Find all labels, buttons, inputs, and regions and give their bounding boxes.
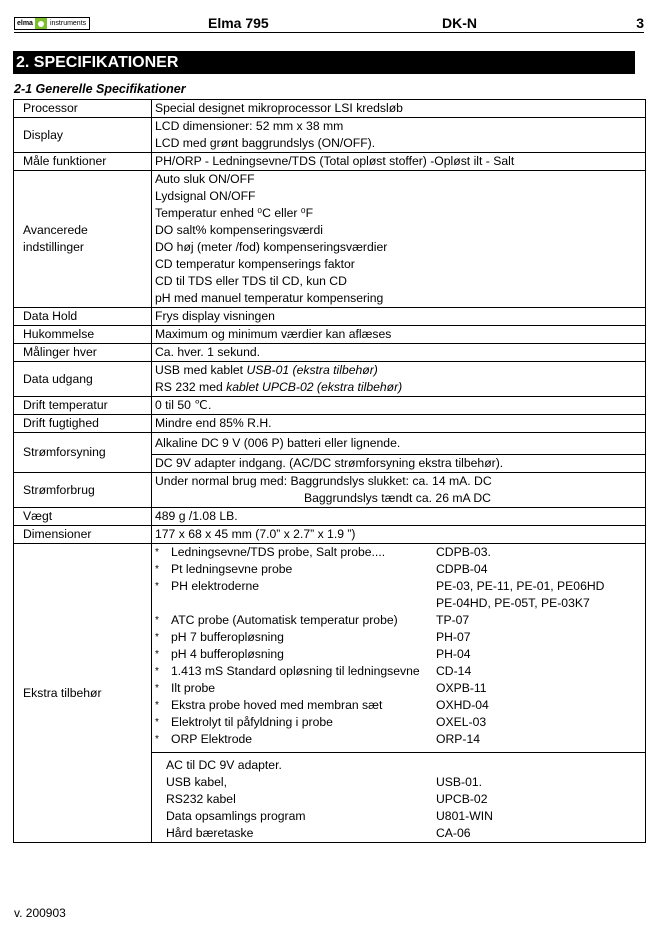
row-label: Måle funktioner <box>14 153 152 171</box>
value-line: Baggrundslys tændt ca. 26 mA DC <box>304 491 491 505</box>
accessory-name: ORP Elektrode <box>171 732 253 746</box>
accessory-code: ORP-14 <box>436 732 481 746</box>
accessory-item <box>155 561 642 578</box>
row-measure-functions <box>14 153 646 171</box>
value-line: PH/ORP - Ledningsevne/TDS (Total opløst stoffer) -Opløst ilt - Salt <box>155 154 515 168</box>
row-label: Processor <box>14 100 152 118</box>
accessory-code: UPCB-02 <box>436 792 488 806</box>
row-memory <box>14 326 646 344</box>
accessory-name: pH 7 bufferopløsning <box>171 630 284 644</box>
value-line: Auto sluk ON/OFF <box>155 172 255 186</box>
value-line: Lydsignal ON/OFF <box>155 189 256 203</box>
value-line: DO høj (meter /fod) kompenseringsværdier <box>155 240 388 254</box>
accessory-name: USB kabel, <box>166 775 227 789</box>
value-line: Frys display visningen <box>155 309 275 323</box>
row-label: Drift fugtighed <box>14 415 152 433</box>
accessory-code: TP-07 <box>436 613 470 627</box>
row-operating-temperature <box>14 397 646 415</box>
row-value <box>152 153 646 171</box>
value-line: Special designet mikroprocessor LSI kredsløb <box>155 101 403 115</box>
accessory-item <box>155 757 642 774</box>
spec-table <box>13 99 646 843</box>
accessory-name: pH 4 bufferopløsning <box>171 647 284 661</box>
section-title: 2. SPECIFIKATIONER <box>13 51 635 74</box>
bullet-star: * <box>155 632 159 643</box>
row-power-consumption <box>14 473 646 508</box>
accessory-item <box>155 791 642 808</box>
accessory-item <box>155 612 642 629</box>
label-line: indstillinger <box>23 240 84 254</box>
accessory-code: CDPB-04 <box>436 562 488 576</box>
accessory-name: AC til DC 9V adapter. <box>166 758 282 772</box>
version-footer: v. 200903 <box>14 906 66 920</box>
accessory-name: Hård bæretaske <box>166 826 254 840</box>
accessory-code: USB-01. <box>436 775 483 789</box>
row-label: Ekstra tilbehør <box>14 544 152 843</box>
row-sampling <box>14 344 646 362</box>
value-line: 177 x 68 x 45 mm (7.0” x 2.7” x 1.9 ”) <box>155 527 356 541</box>
value-line: DO salt% kompenseringsværdi <box>155 223 323 237</box>
value-line <box>155 379 642 396</box>
logo-leaf-icon <box>35 18 47 29</box>
row-label <box>14 171 152 308</box>
accessory-code: CD-14 <box>436 664 472 678</box>
bullet-star: * <box>155 683 159 694</box>
page-number: 3 <box>636 15 644 31</box>
accessory-name: 1.413 mS Standard opløsning til ledningsevne <box>171 664 420 678</box>
value-line: LCD dimensioner: 52 mm x 38 mm <box>155 119 344 133</box>
accessory-name: RS232 kabel <box>166 792 236 806</box>
value-line: LCD med grønt baggrundslys (ON/OFF). <box>155 136 376 150</box>
accessory-name-empty <box>171 595 436 612</box>
row-label: Vægt <box>14 508 152 526</box>
row-value <box>152 433 646 473</box>
bullet-star: * <box>155 734 159 745</box>
accessory-name: Ekstra probe hoved med membran sæt <box>171 698 383 712</box>
bullet-empty <box>155 595 171 612</box>
accessory-item <box>155 731 642 748</box>
accessory-item <box>155 544 642 561</box>
accessory-item <box>155 825 642 842</box>
bullet-star: * <box>155 649 159 660</box>
row-power-supply <box>14 433 646 473</box>
accessory-item <box>155 578 642 595</box>
logo-word-elma: elma <box>17 20 33 27</box>
row-value <box>152 544 646 843</box>
accessory-code: OXHD-04 <box>436 698 489 712</box>
row-value <box>152 171 646 308</box>
row-value <box>152 362 646 397</box>
value-text: RS 232 med <box>155 380 227 394</box>
value-line: 489 g /1.08 LB. <box>155 509 238 523</box>
value-line: Alkaline DC 9 V (006 P) batteri eller lignende. <box>155 436 401 450</box>
accessory-item <box>155 714 642 731</box>
row-label: Data udgang <box>14 362 152 397</box>
accessory-name: Ledningsevne/TDS probe, Salt probe.... <box>171 545 386 559</box>
accessory-code: PE-03, PE-11, PE-01, PE06HD <box>436 579 605 593</box>
row-value <box>152 397 646 415</box>
row-value <box>152 415 646 433</box>
value-line: Ca. hver. 1 sekund. <box>155 345 261 359</box>
value-line: CD til TDS eller TDS til CD, kun CD <box>155 274 347 288</box>
row-display <box>14 118 646 153</box>
row-value <box>152 118 646 153</box>
value-line <box>155 362 642 379</box>
row-value <box>152 100 646 118</box>
row-value <box>152 473 646 508</box>
row-label: Drift temperatur <box>14 397 152 415</box>
accessory-item <box>155 646 642 663</box>
bullet-star: * <box>155 700 159 711</box>
bullet-star: * <box>155 615 159 626</box>
row-advanced-settings <box>14 171 646 308</box>
accessory-code: CDPB-03. <box>436 545 491 559</box>
accessory-item <box>155 774 642 791</box>
row-processor <box>14 100 646 118</box>
bullet-star: * <box>155 717 159 728</box>
bullet-star: * <box>155 666 159 677</box>
logo-word-instruments: instruments <box>47 18 89 29</box>
product-name: Elma 795 <box>208 15 269 31</box>
value-line: pH med manuel temperatur kompensering <box>155 291 384 305</box>
value-line: 0 til 50 ℃. <box>155 398 212 412</box>
row-label: Data Hold <box>14 308 152 326</box>
row-data-output <box>14 362 646 397</box>
accessory-item <box>155 663 642 680</box>
value-line: Temperatur enhed ⁰C eller ⁰F <box>155 206 314 220</box>
page-header <box>14 12 644 36</box>
row-data-hold <box>14 308 646 326</box>
accessory-item-continued <box>155 595 642 612</box>
row-value <box>152 326 646 344</box>
row-label: Display <box>14 118 152 153</box>
row-accessories <box>14 544 646 843</box>
row-value <box>152 526 646 544</box>
accessory-item <box>155 808 642 825</box>
accessory-code: CA-06 <box>436 826 471 840</box>
row-label: Dimensioner <box>14 526 152 544</box>
elma-logo <box>14 17 90 30</box>
accessory-code <box>436 757 642 774</box>
bullet-star: * <box>155 564 159 575</box>
accessory-name: Ilt probe <box>171 681 216 695</box>
accessory-code: OXPB-11 <box>436 681 487 695</box>
row-label: Hukommelse <box>14 326 152 344</box>
accessory-list <box>155 544 642 748</box>
row-value <box>152 508 646 526</box>
accessory-code: U801-WIN <box>436 809 493 823</box>
accessory-item <box>155 697 642 714</box>
row-value <box>152 308 646 326</box>
value-italic: USB-01 (ekstra tilbehør) <box>246 363 378 377</box>
row-dimensions <box>14 526 646 544</box>
accessory-name: Data opsamlings program <box>166 809 306 823</box>
accessory-code: PE-04HD, PE-05T, PE-03K7 <box>436 596 590 610</box>
label-line: Avancerede <box>23 223 88 237</box>
row-label: Strømforsyning <box>14 433 152 473</box>
bullet-star: * <box>155 547 159 558</box>
value-italic: kablet UPCB-02 (ekstra tilbehør) <box>226 380 403 394</box>
value-text: USB med kablet <box>155 363 247 377</box>
bullet-star: * <box>155 581 159 592</box>
header-rule <box>14 32 644 33</box>
accessory-name: PH elektroderne <box>171 579 260 593</box>
value-line: Mindre end 85% R.H. <box>155 416 272 430</box>
accessory-code: PH-04 <box>436 647 471 661</box>
accessory-name: Pt ledningsevne probe <box>171 562 293 576</box>
accessory-item <box>155 680 642 697</box>
accessory-name: Elektrolyt til påfyldning i probe <box>171 715 333 729</box>
subsection-title: 2-1 Generelle Specifikationer <box>14 82 186 96</box>
accessory-name: ATC probe (Automatisk temperatur probe) <box>171 613 398 627</box>
value-line: CD temperatur kompenserings faktor <box>155 257 355 271</box>
language-code: DK-N <box>442 15 477 31</box>
accessory-item <box>155 629 642 646</box>
row-weight <box>14 508 646 526</box>
value-line: Under normal brug med: Baggrundslys slukket: ca. 14 mA. DC <box>155 474 492 488</box>
accessory-code: PH-07 <box>436 630 471 644</box>
other-accessory-list <box>155 757 642 842</box>
value-line: Maximum og minimum værdier kan aflæses <box>155 327 392 341</box>
row-operating-humidity <box>14 415 646 433</box>
accessory-divider <box>152 752 645 753</box>
row-label: Strømforbrug <box>14 473 152 508</box>
value-line: DC 9V adapter indgang. (AC/DC strømforsyning ekstra tilbehør). <box>152 454 645 472</box>
row-label: Målinger hver <box>14 344 152 362</box>
row-value <box>152 344 646 362</box>
accessory-code: OXEL-03 <box>436 715 487 729</box>
